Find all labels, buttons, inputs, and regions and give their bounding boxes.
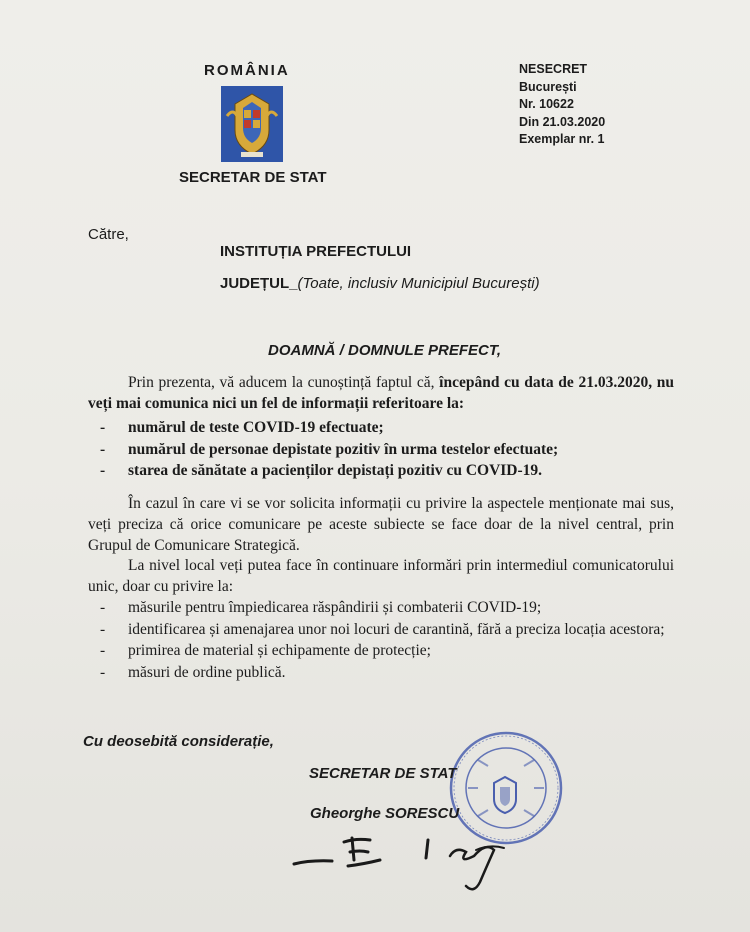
stamp-crest-icon: [488, 775, 522, 815]
copy-number: Exemplar nr. 1: [519, 132, 605, 146]
list-item: - numărul de teste COVID-19 efectuate;: [100, 419, 384, 436]
signer-title: SECRETAR DE STAT: [309, 765, 457, 782]
paragraph-central-communication: În cazul în care vi se vor solicita informații cu privire la aspectele menționate mai sus, veți preciza că orice comunicare pe aceste subiecte se face doar de la nivel central, prin Grupul de Comunicare Strategică.: [88, 495, 674, 554]
intro-plain: Prin prezenta, vă aducem la cunoștință faptul că,: [128, 374, 440, 391]
intro-bold: începând cu data de 21.03.2020, nu veți mai comunica nici un fel de informații referitoare la:: [88, 374, 674, 412]
city-label: București: [519, 79, 577, 94]
county-note: (Toate, inclusiv Municipiul București): [297, 275, 540, 292]
recipient-institution: INSTITUȚIA PREFECTULUI: [220, 243, 412, 260]
issuer-heading: SECRETAR DE STAT: [179, 169, 327, 186]
county-label: JUDEȚUL_: [220, 275, 298, 292]
recipient-to: Către,: [88, 226, 129, 243]
restricted-list: [100, 417, 558, 482]
recipient-county: [220, 275, 540, 292]
list-item: - măsuri de ordine publică.: [100, 663, 286, 681]
registration-number: Nr. 10622: [519, 97, 574, 111]
list-item: - starea de sănătate a pacienților depistați pozitiv cu COVID-19.: [100, 462, 543, 479]
list-item: - măsurile pentru împiedicarea răspândirii și combaterii COVID-19;: [100, 599, 542, 616]
allowed-list: [100, 597, 674, 683]
paragraph-local-communication: La nivel local veți putea face în continuare informări prin intermediul comunicatorului unic, doar cu privire la:: [88, 557, 674, 595]
handwritten-signature: [290, 820, 520, 900]
salutation: DOAMNĂ / DOMNULE PREFECT,: [268, 342, 502, 359]
closing-regards: Cu deosebită considerație,: [83, 733, 274, 750]
classification-label: NESECRET: [519, 62, 588, 76]
country-heading: ROMÂNIA: [204, 62, 290, 79]
list-item: - identificarea și amenajarea unor noi locuri de carantină, fără a preciza locația acestora;: [100, 620, 665, 638]
document-date: Din 21.03.2020: [519, 114, 606, 129]
signer-name: Gheorghe SORESCU: [310, 805, 460, 822]
coat-of-arms-icon: [221, 86, 283, 162]
list-item: - numărul de personae depistate pozitiv în urma testelor efectuate;: [100, 440, 559, 458]
document-meta: [519, 61, 605, 149]
intro-paragraph: [88, 372, 674, 414]
list-item: - primirea de material și echipamente de protecție;: [100, 642, 431, 659]
